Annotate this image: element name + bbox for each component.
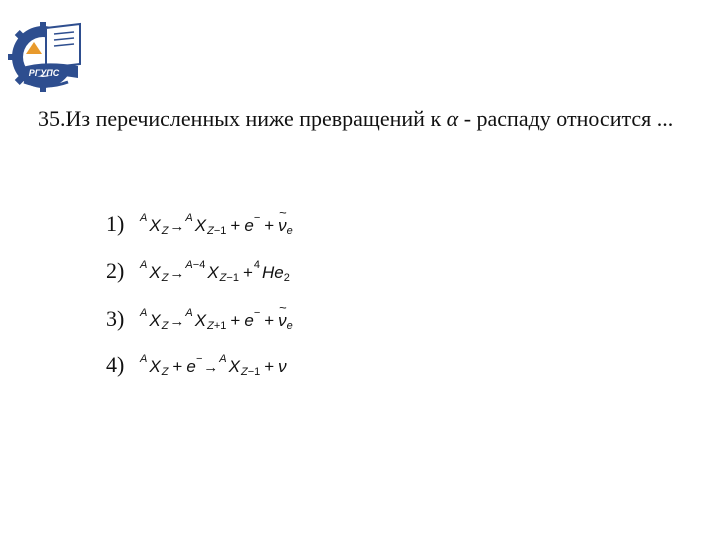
- formula-1: $^A$ X $_Z$ → $^A$ X $_{Z-1}$ + e − + ~ ν $_e$: [140, 205, 293, 237]
- option-3[interactable]: [106, 302, 293, 336]
- question-text: [38, 101, 708, 137]
- option-number: 3): [106, 306, 125, 331]
- option-number: 1): [106, 211, 125, 236]
- question-text-before: 35.Из перечисленных ниже превращений к: [38, 106, 447, 131]
- question-text-after: - распаду относится ...: [458, 106, 674, 131]
- university-logo: [6, 20, 86, 94]
- logo-text: РГУПС: [28, 68, 60, 78]
- alpha-symbol: α: [446, 106, 459, 131]
- formula-4: $^A$ X $_Z$ + e − → $^A$ X $_{Z-1}$ + ν: [140, 353, 287, 378]
- formula-2: $^A$ X $_Z$ → $^{A-4}$ X $_{Z-1}$ + $^4$ He $_2$: [140, 259, 290, 284]
- option-2[interactable]: [106, 254, 290, 288]
- option-4[interactable]: [106, 348, 287, 382]
- option-number: 4): [106, 352, 125, 377]
- option-1[interactable]: [106, 207, 293, 241]
- option-number: 2): [106, 258, 125, 283]
- formula-3: $^A$ X $_Z$ → $^A$ X $_{Z+1}$ + e − + ~ ν $_e$: [140, 300, 293, 332]
